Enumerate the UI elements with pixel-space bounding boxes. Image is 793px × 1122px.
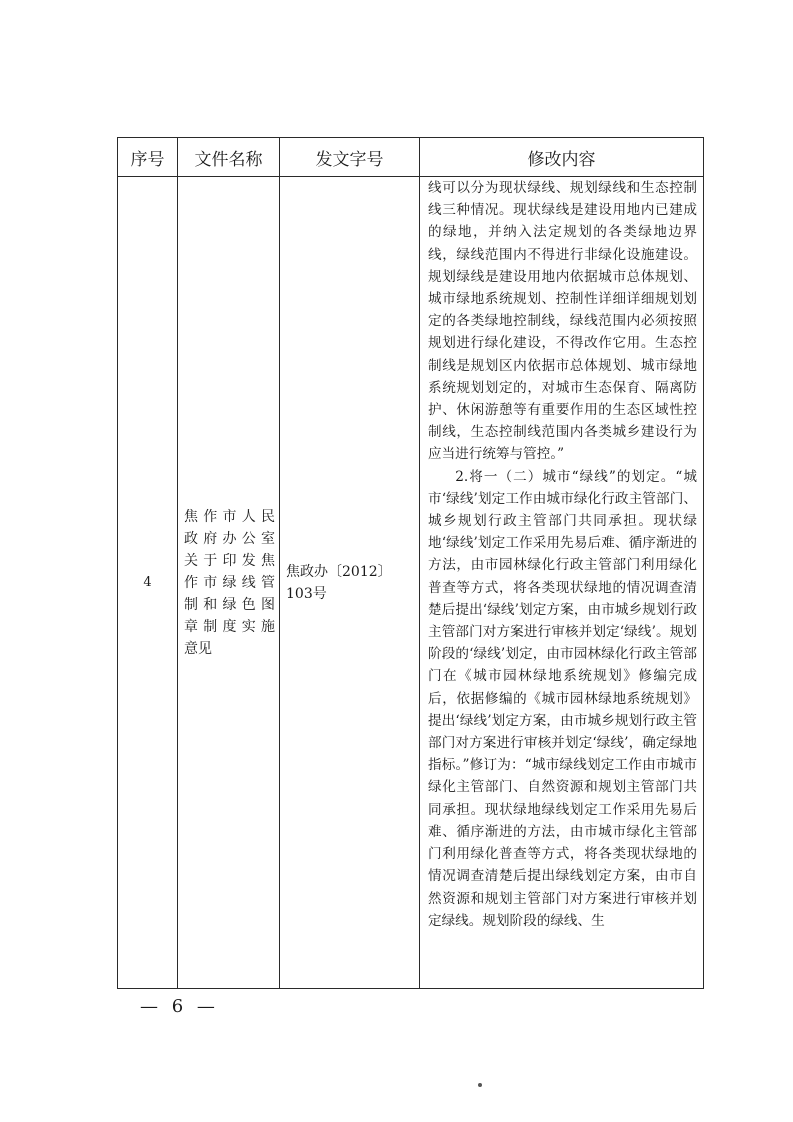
header-content: 修改内容 bbox=[420, 138, 704, 177]
file-name-line: 意见 bbox=[184, 640, 212, 657]
row-seq: 4 bbox=[118, 177, 178, 989]
file-name-line: 章制度实施 bbox=[184, 618, 275, 635]
header-name: 文件名称 bbox=[178, 138, 280, 177]
row-file-name bbox=[178, 177, 280, 989]
table-row bbox=[118, 177, 704, 989]
table-header-row bbox=[118, 138, 704, 177]
content-paragraph: 线可以分为现状绿线、规划绿线和生态控制线三种情况。现状绿线是建设用地内已建成的绿地，并纳入法定规划的各类绿地边界线，绿线范围内不得进行非绿化设施建设。规划绿线是建设用地内依据城市总体规划、城市绿地系统规划、控制性详细详细规划划定的各类绿地控制线，绿线范围内必须按照规划进行绿化建设，不得改作它用。生态控制线是规划区内依据市总体规划、城市绿地系统规划划定的，对城市生态保育、隔离防护、休闲游憩等有重要作用的生态区域性控制线，生态控制线范围内各类城乡建设行为应当进行统筹与管控。” bbox=[428, 180, 697, 463]
header-seq: 序号 bbox=[118, 138, 178, 177]
file-name-line: 制和绿色图 bbox=[184, 596, 275, 613]
content-paragraph: 2.将一（二）城市“绿线”的划定。“城市‘绿线’划定工作由城市绿化行政主管部门、城乡规划行政主管部门共同承担。现状绿地‘绿线’划定工作采用先易后难、循序渐进的方法，由市园林绿化行政主管部门利用绿化普查等方式，将各类现状绿地的情况调查清楚后提出‘绿线’划定方案，由市城乡规划行政主管部门对方案进行审核并划定‘绿线’。规划阶段的‘绿线’划定，由市园林绿化行政主管部门在《城市园林绿地系统规划》修编完成后，依据修编的《城市园林绿地系统规划》提出‘绿线’划定方案，由市城乡规划行政主管部门对方案进行审核并划定‘绿线’，确定绿地指标。”修订为：“城市绿线划定工作由市城市绿化主管部门、自然资源和规划主管部门共同承担。现状绿地绿线划定工作采用先易后难、循序渐进的方法，由市城市绿化主管部门利用绿化普查等方式，将各类现状绿地的情况调查清楚后提出绿线划定方案，由市自然资源和规划主管部门对方案进行审核并划定绿线。规划阶段的绿线、生 bbox=[428, 468, 697, 929]
file-name-line: 政府办公室 bbox=[184, 530, 275, 547]
file-name-line: 作市绿线管 bbox=[184, 574, 275, 591]
row-content bbox=[420, 177, 704, 989]
file-name-line: 关于印发焦 bbox=[184, 552, 275, 569]
file-name-line: 焦作市人民 bbox=[184, 508, 275, 525]
page-number: — 6 — bbox=[140, 996, 219, 1017]
header-doc-no: 发文字号 bbox=[280, 138, 420, 177]
row-doc-number: 焦政办〔2012〕103号 bbox=[280, 177, 420, 989]
amendment-table bbox=[117, 137, 704, 989]
scan-speck bbox=[478, 1083, 482, 1087]
